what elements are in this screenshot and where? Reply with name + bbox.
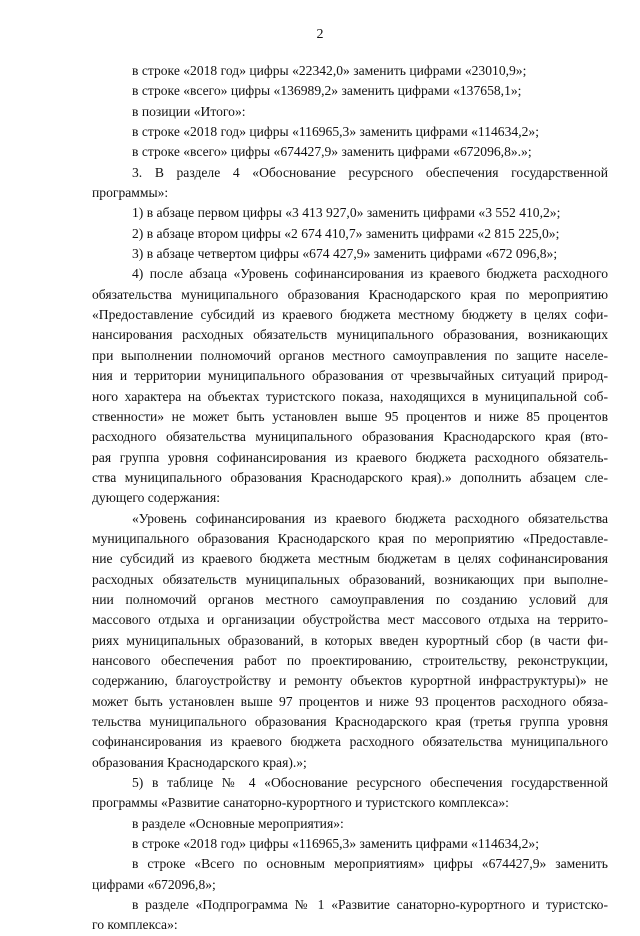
text-line: 2) в абзаце втором цифры «2 674 410,7» заменить цифрами «2 815 225,0»; <box>132 225 560 241</box>
text-line: 3) в абзаце четвертом цифры «674 427,9» заменить цифрами «672 096,8»; <box>132 246 558 262</box>
text-line: массового отдыха и организации обустройства мест массового отдыха на террито- <box>92 612 608 628</box>
text-line: риях муниципальных образований, в которых введен курортный сбор (в части фи- <box>92 632 608 648</box>
text-line: в строке «2018 год» цифры «116965,3» заменить цифрами «114634,2»; <box>132 836 539 852</box>
text-line: в строке «всего» цифры «136989,2» заменить цифрами «137658,1»; <box>132 83 522 99</box>
text-line: рая группа уровня софинансирования из краевого бюджета расходного обязатель- <box>92 449 608 465</box>
text-line: нии полномочий органов местного самоуправления по созданию условий для <box>92 591 608 607</box>
text-line: в строке «2018 год» цифры «116965,3» заменить цифрами «114634,2»; <box>132 124 539 140</box>
text-line: обязательства муниципального образования Краснодарского края по мероприятию <box>92 286 608 302</box>
text-line: 4) после абзаца «Уровень софинансирования из краевого бюджета расходного <box>132 266 608 282</box>
text-line: ственности» не может быть установлен выше 95 процентов и ниже 85 процентов <box>92 408 608 424</box>
text-line: нансового обеспечения работ по проектированию, строительству, реконструкции, <box>92 652 608 668</box>
page-number: 2 <box>316 27 324 42</box>
text-line: го комплекса»: <box>92 917 178 933</box>
text-line: ния и территории муниципального образования от чрезвычайных ситуаций природ- <box>92 368 608 384</box>
text-line: тельства муниципального образования Краснодарского края (третья группа уровня <box>92 714 608 729</box>
text-line: муниципального образования Краснодарского края по мероприятию «Предоставле- <box>92 530 608 546</box>
text-line: расходных обязательств муниципальных образований, возникающих при выполне- <box>92 571 608 587</box>
text-line: 5) в таблице № 4 «Обоснование ресурсного обеспечения государственной <box>132 775 608 791</box>
text-line: расходного обязательства муниципального образования Краснодарского края (вто- <box>92 429 608 445</box>
document-body <box>92 61 608 936</box>
text-line: содержанию, благоустройству и ремонту объектов курортной инфраструктуры)» не <box>92 673 608 689</box>
text-line: программы «Развитие санаторно-курортного и туристского комплекса»: <box>92 795 509 811</box>
text-line: «Предоставление субсидий из краевого бюджета местному бюджету в целях софи- <box>92 307 608 323</box>
text-line: цифрами «672096,8»; <box>92 876 216 892</box>
text-line: дующего содержания: <box>92 490 220 506</box>
text-line: в разделе «Подпрограмма № 1 «Развитие санаторно-курортного и туристско- <box>132 897 608 913</box>
text-line: в строке «2018 год» цифры «22342,0» заменить цифрами «23010,9»; <box>132 63 527 78</box>
text-line: в разделе «Основные мероприятия»: <box>132 815 344 831</box>
text-line: образования Краснодарского края).»; <box>92 754 307 770</box>
text-line: нансирования расходных обязательств муниципального образования, возникающих <box>92 327 608 343</box>
text-line: в строке «Всего по основным мероприятиям» цифры «674427,9» заменить <box>132 856 608 872</box>
text-line: программы»: <box>92 185 169 201</box>
text-line: 3. В разделе 4 «Обоснование ресурсного обеспечения государственной <box>132 164 608 180</box>
text-line: 1) в абзаце первом цифры «3 413 927,0» заменить цифрами «3 552 410,2»; <box>132 205 561 221</box>
text-line: ства муниципального образования Краснодарского края).» дополнить абзацем сле- <box>92 469 608 485</box>
text-line: может быть установлен выше 97 процентов и ниже 93 процентов расходного обяза- <box>92 693 608 709</box>
text-line: ние субсидий из краевого бюджета местным бюджетам в целях софинансирования <box>92 551 608 567</box>
text-line: в строке «всего» цифры «674427,9» заменить цифрами «672096,8».»; <box>132 144 532 160</box>
text-line: ного характера на объектах туристского показа, находящихся в муниципальной соб- <box>92 388 608 404</box>
text-line: при выполнении полномочий органов местного самоуправления по защите населе- <box>92 347 608 363</box>
text-line: «Уровень софинансирования из краевого бюджета расходного обязательства <box>132 510 608 526</box>
text-line: софинансирования из краевого бюджета расходного обязательства муниципального <box>92 734 608 750</box>
text-line: в позиции «Итого»: <box>132 103 246 119</box>
